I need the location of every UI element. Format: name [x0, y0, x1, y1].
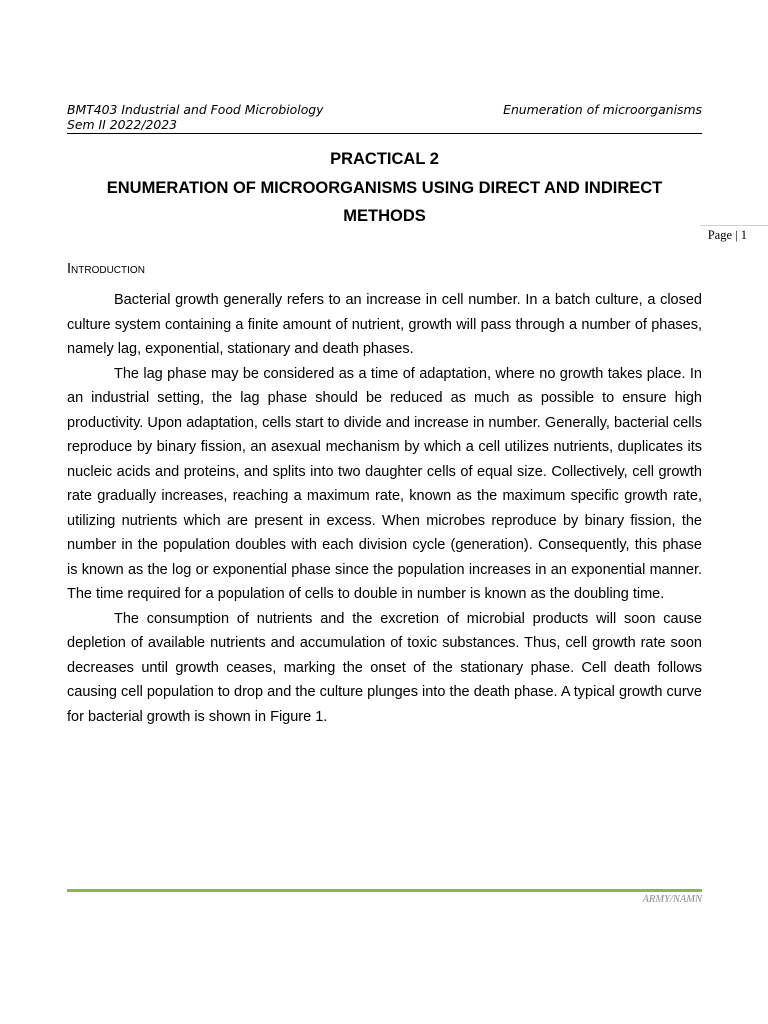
- section-heading: Introduction: [67, 261, 145, 277]
- header-semester: Sem II 2022/2023: [67, 117, 177, 132]
- page-header: [67, 102, 702, 132]
- header-topic: Enumeration of microorganisms: [503, 102, 702, 117]
- header-bottom-row: [67, 117, 702, 132]
- header-course: BMT403 Industrial and Food Microbiology: [67, 102, 324, 117]
- paragraph: The lag phase may be considered as a time of adaptation, where no growth takes place. In an industrial setting, the lag phase should be reduced as much as possible to ensure high productivity. Upon adaptation, cells start to divide and increase in number. Generally, bacterial cells reproduce by binary fission, an asexual mechanism by which a cell utilizes nutrients, duplicates its nucleic acids and proteins, and splits into two daughter cells of equal size. Collectively, cell growth rate gradually increases, reaching a maximum rate, known as the maximum specific growth rate, utilizing nutrients which are present in excess. When microbes reproduce by binary fission, the number in the population doubles with each division cycle (generation). Consequently, this phase is known as the log or exponential phase since the population increases in an exponential manner. The time required for a population of cells to double in number is known as the doubling time.: [67, 365, 702, 602]
- paragraph: The consumption of nutrients and the excretion of microbial products will soon cause depletion of available nutrients and accumulation of toxic substances. Thus, cell growth rate soon decreases until growth ceases, marking the onset of the stationary phase. Cell death follows causing cell population to drop and the culture plunges into the death phase. A typical growth curve for bacterial growth is shown in Figure 1.: [67, 610, 702, 725]
- footer-initials: ARMY/NAMN: [642, 894, 702, 905]
- header-top-row: [67, 102, 702, 117]
- footer-divider: [67, 889, 702, 892]
- document-title: ENUMERATION OF MICROORGANISMS USING DIRECT AND INDIRECT METHODS: [106, 178, 663, 225]
- page-number: Page | 1: [707, 228, 747, 242]
- title-block: [67, 145, 702, 231]
- header-divider: [67, 133, 702, 134]
- paragraph: Bacterial growth generally refers to an increase in cell number. In a batch culture, a closed culture system containing a finite amount of nutrient, growth will pass through a number of phases, namely lag, exponential, stationary and death phases.: [67, 292, 702, 357]
- body-text: [67, 288, 702, 729]
- page-number-divider: [700, 225, 768, 226]
- practical-number: PRACTICAL 2: [330, 150, 439, 168]
